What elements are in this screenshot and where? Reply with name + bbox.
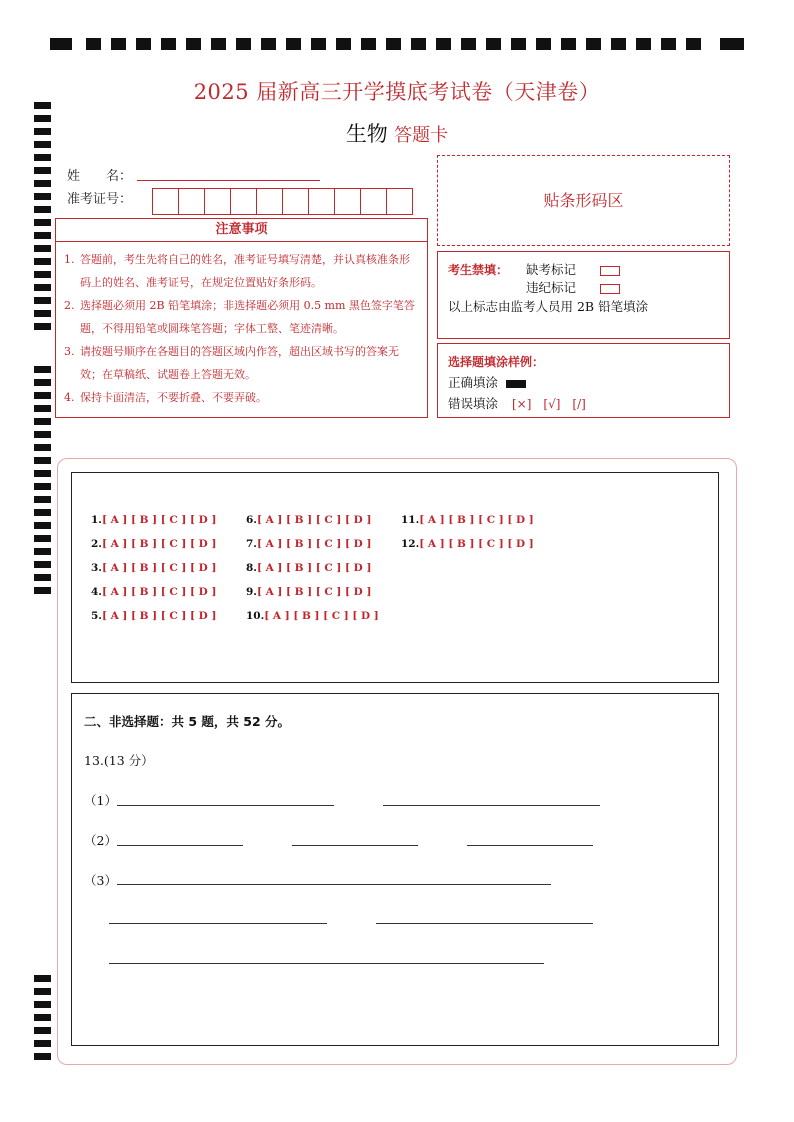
notice-item-text: 请按题号顺序在各题目的答题区域内作答，超出区域书写的答案无效；在草稿纸、试题卷上答题无效。 (80, 345, 399, 381)
notice-item (64, 294, 419, 340)
answer-line[interactable] (383, 805, 600, 806)
timing-mark (34, 154, 51, 161)
timing-mark (261, 38, 276, 50)
timing-mark (411, 38, 426, 50)
mc-question-7[interactable] (246, 538, 371, 550)
mc-question-2[interactable] (91, 538, 216, 550)
timing-mark (34, 405, 51, 412)
notice-box (55, 218, 428, 418)
timing-mark (34, 193, 51, 200)
mc-question-5[interactable] (91, 610, 216, 622)
mc-question-6[interactable] (246, 514, 371, 526)
absent-mark-row (526, 260, 620, 278)
answer-line[interactable] (117, 884, 551, 885)
mc-options[interactable]: [ A ] [ B ] [ C ] [ D ] (419, 514, 534, 526)
timing-mark (336, 38, 351, 50)
exam-id-label: 准考证号： (67, 192, 133, 207)
violation-mark-label: 违纪标记 (526, 280, 577, 295)
sub-question-3-label: （3） (84, 873, 117, 888)
timing-mark (161, 38, 176, 50)
timing-mark (186, 38, 201, 50)
notice-item-text: 保持卡面清洁，不要折叠、不要弄破。 (80, 391, 267, 404)
violation-mark-box[interactable] (600, 284, 620, 294)
notice-title: 注意事项 (56, 219, 427, 242)
exam-id-digit-box[interactable] (231, 189, 257, 214)
name-field[interactable] (137, 180, 320, 181)
mc-options[interactable]: [ A ] [ B ] [ C ] [ D ] (256, 514, 372, 526)
wrong-fill-row (448, 394, 586, 412)
timing-mark (34, 574, 51, 581)
mc-question-number: 2. (91, 538, 102, 550)
exam-title: 2025 届新高三开学摸底考试卷（天津卷） (193, 80, 601, 104)
timing-mark (34, 258, 51, 265)
answer-line[interactable] (376, 923, 593, 924)
exam-id-digit-box[interactable] (153, 189, 179, 214)
mc-question-10[interactable] (246, 610, 379, 622)
timing-mark (461, 38, 476, 50)
correct-fill-label: 正确填涂 (448, 375, 499, 390)
timing-mark (34, 379, 51, 386)
name-label: 姓 名： (67, 169, 133, 184)
mc-options[interactable]: [ A ] [ B ] [ C ] [ D ] (101, 610, 217, 622)
exam-id-digit-box[interactable] (387, 189, 412, 214)
absent-mark-label: 缺考标记 (526, 262, 577, 277)
timing-mark (34, 323, 51, 330)
mc-options[interactable]: [ A ] [ B ] [ C ] [ D ] (256, 538, 372, 550)
mc-options[interactable]: [ A ] [ B ] [ C ] [ D ] (264, 610, 379, 622)
timing-mark (34, 1053, 51, 1060)
timing-mark (34, 483, 51, 490)
notice-item-text: 答题前，考生先将自己的姓名，准考证号填写清楚，并认真核准条形码上的姓名、准考证号，在规定位置贴好条形码。 (80, 253, 410, 289)
notice-item-number: 4. (64, 391, 75, 404)
timing-mark (511, 38, 526, 50)
timing-mark (34, 1027, 51, 1034)
mc-question-number: 10. (246, 610, 265, 622)
timing-mark (34, 988, 51, 995)
mc-question-number: 9. (246, 586, 257, 598)
timing-mark (34, 219, 51, 226)
mc-options[interactable]: [ A ] [ B ] [ C ] [ D ] (256, 562, 372, 574)
mc-question-number: 4. (91, 586, 102, 598)
timing-mark (536, 38, 551, 50)
forbidden-note: 以上标志由监考人员用 2B 铅笔填涂 (448, 299, 649, 314)
mc-question-number: 11. (401, 514, 420, 526)
timing-mark (34, 561, 51, 568)
non-choice-heading: 二、非选择题：共 5 题，共 52 分。 (84, 714, 291, 729)
forbidden-box (437, 251, 730, 339)
exam-id-digit-box[interactable] (205, 189, 231, 214)
answer-line[interactable] (109, 963, 544, 964)
mc-question-12[interactable] (401, 538, 534, 550)
mc-question-11[interactable] (401, 514, 534, 526)
timing-mark (34, 167, 51, 174)
question-13-label: 13.(13 分） (84, 753, 154, 768)
notice-item-number: 1. (64, 253, 75, 266)
sub-question-1-label: （1） (84, 793, 117, 808)
timing-mark (34, 470, 51, 477)
mc-options[interactable]: [ A ] [ B ] [ C ] [ D ] (101, 514, 217, 526)
timing-mark (86, 38, 101, 50)
mc-question-8[interactable] (246, 562, 371, 574)
mc-question-9[interactable] (246, 586, 371, 598)
timing-mark (111, 38, 126, 50)
notice-item-number: 3. (64, 345, 75, 358)
mc-question-number: 1. (91, 514, 102, 526)
multiple-choice-box (71, 472, 719, 683)
timing-mark (34, 444, 51, 451)
timing-mark (436, 38, 451, 50)
timing-mark (34, 232, 51, 239)
timing-mark (50, 38, 72, 50)
timing-mark (720, 38, 744, 50)
answer-line[interactable] (292, 845, 418, 846)
timing-mark (34, 1040, 51, 1047)
timing-mark (34, 245, 51, 252)
timing-mark (386, 38, 401, 50)
exam-id-digit-box[interactable] (179, 189, 205, 214)
notice-item-text: 选择题必须用 2B 铅笔填涂；非选择题必须用 0.5 mm 黑色签字笔答题，不得用铅笔或圆珠笔答题；字体工整、笔迹清晰。 (80, 299, 415, 335)
mc-question-3[interactable] (91, 562, 216, 574)
exam-id-digit-box[interactable] (335, 189, 361, 214)
mc-options[interactable]: [ A ] [ B ] [ C ] [ D ] (419, 538, 534, 550)
non-choice-box (71, 693, 719, 1046)
timing-mark (561, 38, 576, 50)
answer-line[interactable] (467, 845, 593, 846)
mc-options[interactable]: [ A ] [ B ] [ C ] [ D ] (256, 586, 372, 598)
mc-question-number: 12. (401, 538, 420, 550)
mc-options[interactable]: [ A ] [ B ] [ C ] [ D ] (101, 586, 217, 598)
timing-mark (34, 431, 51, 438)
timing-mark (311, 38, 326, 50)
timing-mark (34, 522, 51, 529)
timing-mark (34, 509, 51, 516)
answer-line[interactable] (117, 845, 243, 846)
forbidden-label: 考生禁填： (448, 263, 509, 277)
notice-item-number: 2. (64, 299, 75, 312)
card-name-label: 答题卡 (394, 125, 449, 146)
notice-item (64, 386, 419, 409)
timing-mark (34, 310, 51, 317)
answer-line[interactable] (117, 805, 334, 806)
timing-mark (34, 271, 51, 278)
mc-question-number: 3. (91, 562, 102, 574)
timing-mark (34, 1001, 51, 1008)
timing-mark (486, 38, 501, 50)
filled-mark-sample (506, 380, 526, 388)
timing-mark (361, 38, 376, 50)
exam-id-digit-box[interactable] (257, 189, 283, 214)
barcode-label: 贴条形码区 (543, 191, 624, 210)
timing-mark (236, 38, 251, 50)
exam-id-digit-box[interactable] (309, 189, 335, 214)
timing-mark (636, 38, 651, 50)
card-subtitle (0, 118, 794, 148)
timing-mark (34, 1014, 51, 1021)
timing-mark (34, 284, 51, 291)
fill-sample-box (437, 343, 730, 418)
subject-label: 生物 (345, 122, 388, 146)
mc-options[interactable]: [ A ] [ B ] [ C ] [ D ] (101, 562, 217, 574)
timing-mark (34, 297, 51, 304)
timing-mark (34, 535, 51, 542)
exam-id-digit-box[interactable] (283, 189, 309, 214)
timing-mark (211, 38, 226, 50)
mc-question-1[interactable] (91, 514, 216, 526)
timing-mark (34, 392, 51, 399)
timing-mark (34, 366, 51, 373)
answer-line[interactable] (109, 923, 327, 924)
mc-question-4[interactable] (91, 586, 216, 598)
mc-question-number: 6. (246, 514, 257, 526)
timing-mark (34, 457, 51, 464)
fill-sample-title: 选择题填涂样例： (448, 355, 545, 369)
sub-question-2-label: （2） (84, 833, 117, 848)
timing-mark (286, 38, 301, 50)
wrong-fill-marks: [×] [√] [/] (512, 397, 586, 411)
absent-mark-box[interactable] (600, 266, 620, 276)
notice-list (56, 242, 427, 409)
timing-mark (34, 496, 51, 503)
correct-fill-row (448, 373, 526, 391)
mc-question-number: 5. (91, 610, 102, 622)
timing-mark (586, 38, 601, 50)
timing-mark (34, 418, 51, 425)
timing-mark (34, 548, 51, 555)
timing-mark (661, 38, 676, 50)
mc-question-number: 7. (246, 538, 257, 550)
timing-mark (686, 38, 701, 50)
barcode-area (437, 155, 730, 246)
notice-item (64, 340, 419, 386)
wrong-fill-label: 错误填涂 (448, 396, 499, 411)
exam-id-digit-box[interactable] (361, 189, 387, 214)
notice-item (64, 248, 419, 294)
timing-mark (34, 975, 51, 982)
timing-mark (611, 38, 626, 50)
mc-question-number: 8. (246, 562, 257, 574)
timing-mark (34, 587, 51, 594)
exam-id-boxes[interactable] (152, 188, 413, 215)
timing-mark (136, 38, 151, 50)
mc-options[interactable]: [ A ] [ B ] [ C ] [ D ] (101, 538, 217, 550)
violation-mark-row (526, 278, 620, 296)
timing-mark (34, 206, 51, 213)
timing-mark (34, 180, 51, 187)
